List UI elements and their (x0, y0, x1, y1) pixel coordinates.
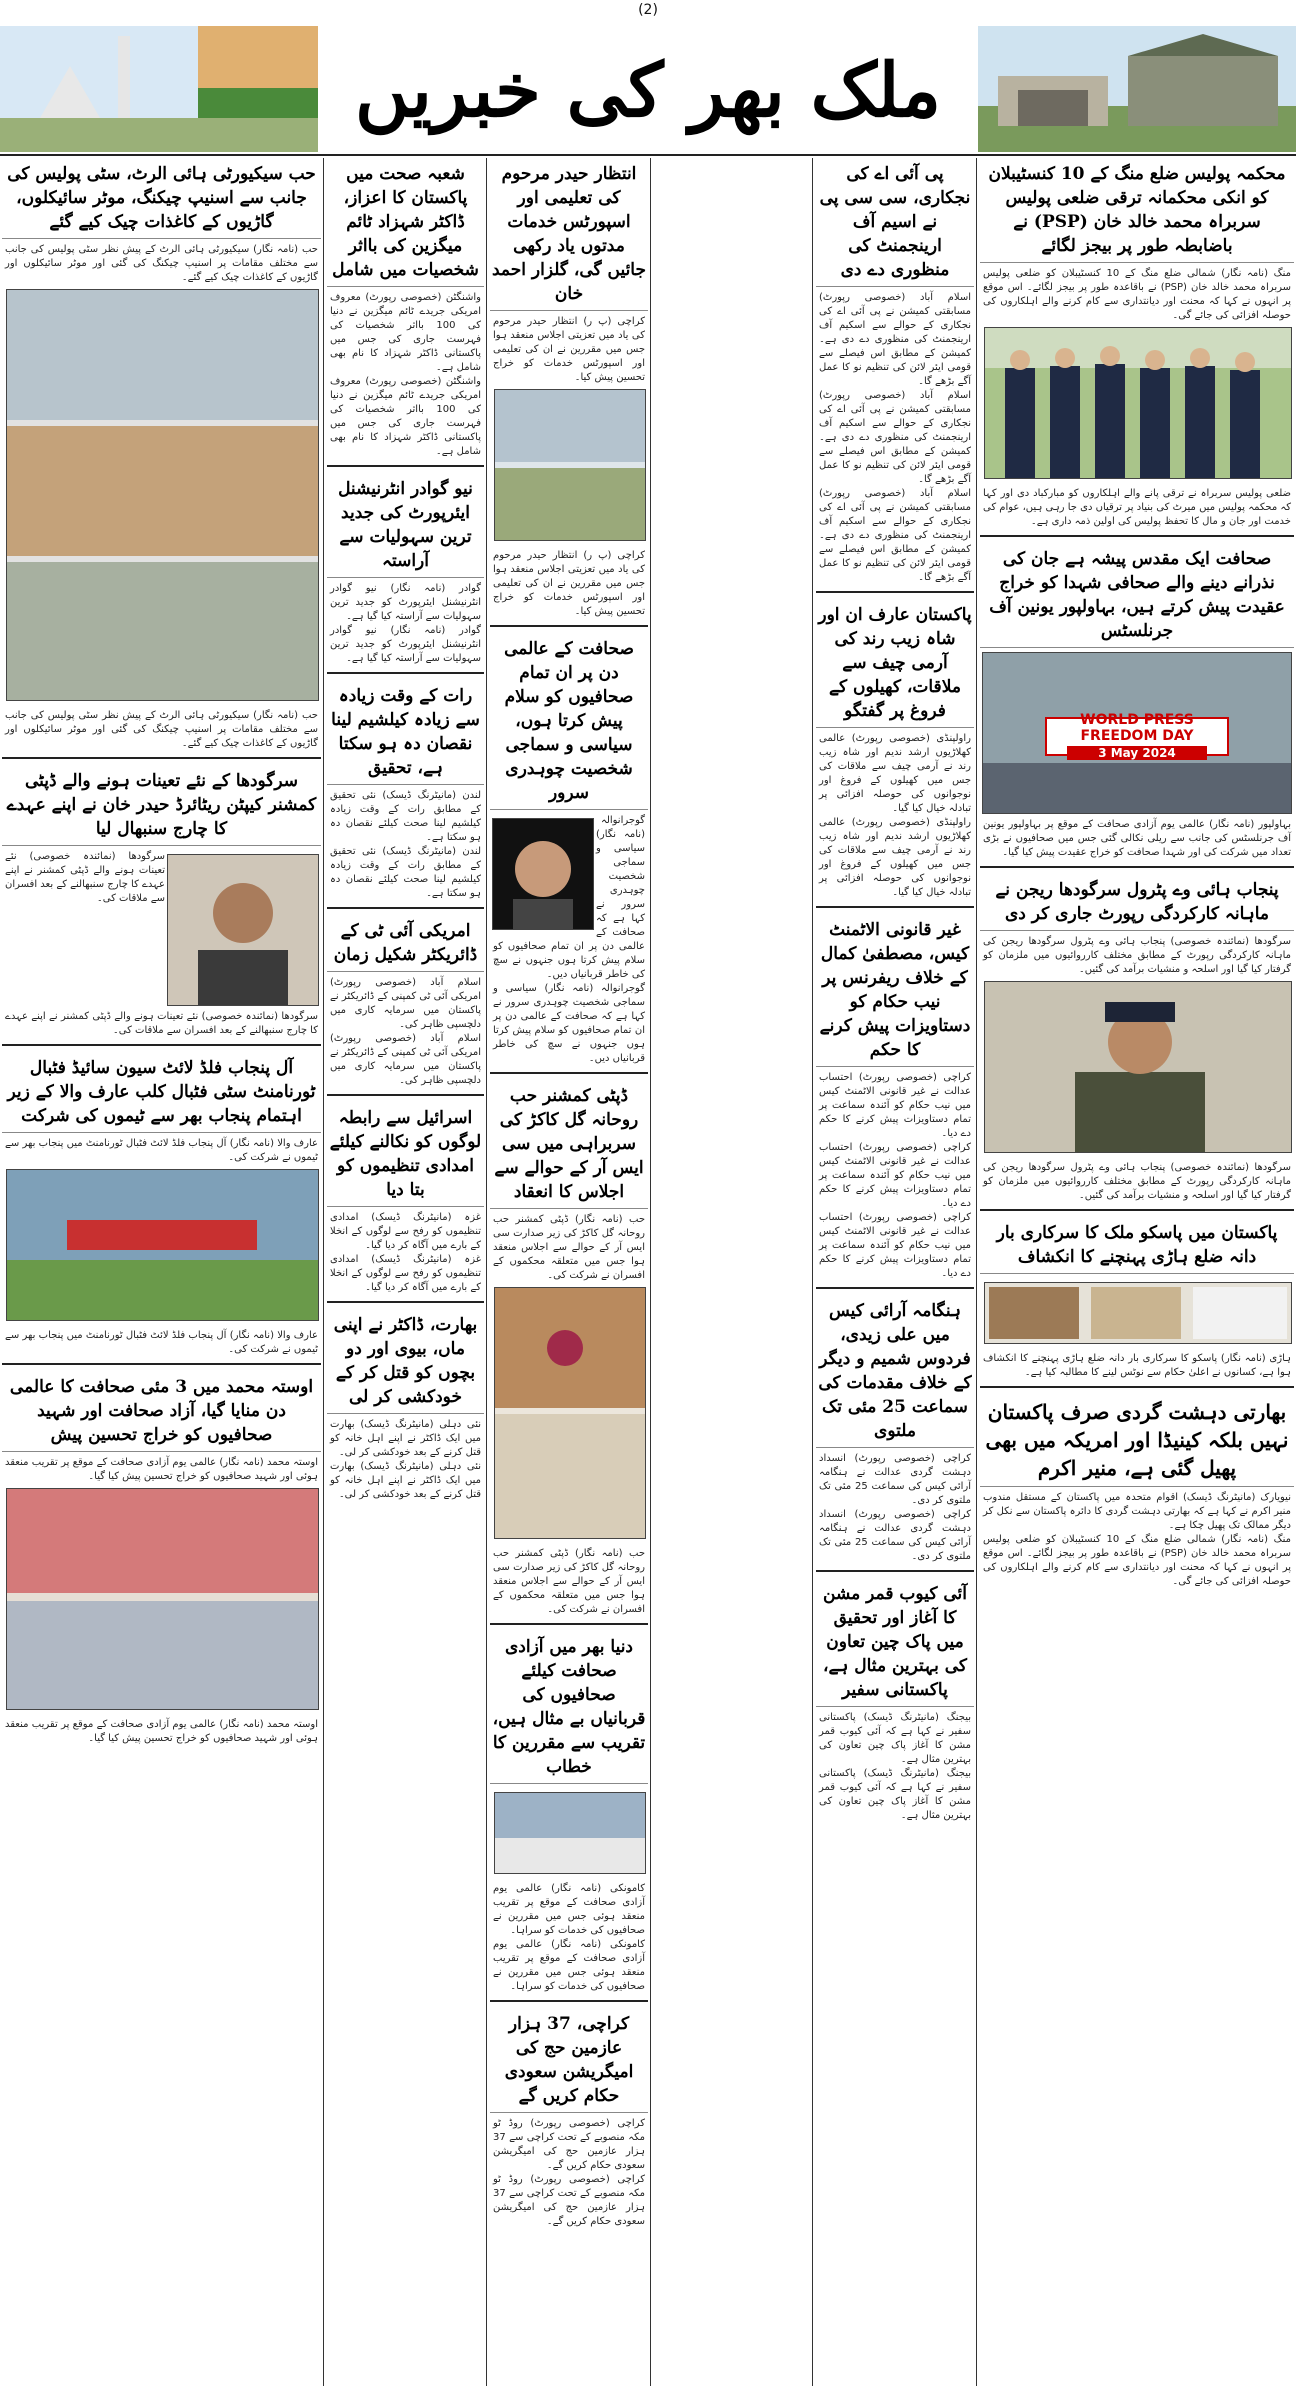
divider (490, 1072, 648, 1074)
headline-india-doctor: بھارت، ڈاکٹر نے اپنی ماں، بیوی اور دو بچوں کو قتل کر کے خودکشی کر لی (327, 1309, 484, 1414)
chaudhry-sarwar-portrait (492, 818, 594, 930)
headline-police-promotion: محکمہ پولیس ضلع منگ کے 10 کنسٹیبلان کو انکی محکمانہ ترقی ضلعی پولیس سربراہ محمد خالد خان (PSP) نے باضابطہ طور پر بیجز لگائے (980, 158, 1294, 263)
article-text: واشنگٹن (خصوصی رپورٹ) معروف امریکی جریدے ٹائم میگزین نے دنیا کی 100 بااثر شخصیات کی فہرست جاری کی جس میں پاکستانی ڈاکٹر شہزاد کا نام بھی شامل ہے۔ (330, 292, 482, 373)
article-text: کراچی (پ ر) انتظار حیدر مرحوم کی یاد میں تعزیتی اجلاس منعقد ہوا جس میں مقررین نے ان کی تعلیمی اور اسپورٹس خدمات کو خراج تحسین پیش کیا۔ (493, 316, 645, 383)
article-text: حب (نامہ نگار) ڈپٹی کمشنر حب روحانہ گل کاکڑ کی زیر صدارت سی ایس آر کے حوالے سے اجلاس منعقد ہوا جس میں متعلقہ محکموں کے افسران نے شرکت کی۔ (493, 1214, 645, 1281)
article-text: حب (نامہ نگار) ڈپٹی کمشنر حب روحانہ گل کاکڑ کی زیر صدارت سی ایس آر کے حوالے سے اجلاس منعقد ہوا جس میں متعلقہ محکموں کے افسران نے شرکت کی۔ (493, 1548, 645, 1615)
article-text: کامونکی (نامہ نگار) عالمی یوم آزادی صحافت کے موقع پر تقریب منعقد ہوئی جس میں مقررین نے صحافیوں کی خدمات کو سراہا۔ (493, 1883, 645, 1936)
press-freedom-rally-photo (982, 652, 1292, 814)
headline-israel-rafah: اسرائیل سے رابطہ لوگوں کو نکالنے کیلئے امدادی تنظیموں کو بتا دیا (327, 1102, 484, 1207)
rally-banner (1045, 711, 1230, 760)
article-text: غزہ (مانیٹرنگ ڈیسک) امدادی تنظیموں کو رفح سے لوگوں کے انخلا کے بارے میں آگاہ کر دیا گیا۔ (330, 1254, 481, 1293)
divider (327, 672, 484, 674)
divider (2, 1363, 321, 1365)
headline-munir-akram: بھارتی دہشت گردی صرف پاکستان نہیں بلکہ کینیڈا اور امریکہ میں بھی پھیل گئی ہے، منیر اکرم (980, 1394, 1294, 1487)
article-text: کراچی (پ ر) انتظار حیدر مرحوم کی یاد میں تعزیتی اجلاس منعقد ہوا جس میں مقررین نے ان کی تعلیمی اور اسپورٹس خدمات کو خراج تحسین پیش کیا۔ (493, 550, 645, 617)
article-text: اسلام آباد (خصوصی رپورٹ) مسابقتی کمیشن نے پی آئی اے کی نجکاری کے حوالے سے اسکیم آف ارینجمنٹ کی منظوری دے دی ہے۔ کمیشن کے مطابق اس فیصلے سے قومی ایئر لائن کی تنظیم نو کا عمل آگے بڑھے گا۔ (819, 390, 971, 485)
meeting-photos (494, 389, 646, 541)
headline-army-chief-meeting: پاکستان عارف ان اور شاہ زیب رند کی آرمی چیف سے ملاقات، کھیلوں کے فروغ پر گفتگو (816, 599, 974, 728)
article-text: اسلام آباد (خصوصی رپورٹ) امریکی آئی ٹی کمپنی کے ڈائریکٹر نے پاکستان میں سرمایہ کاری میں دلچسپی ظاہر کی۔ (330, 1033, 481, 1086)
headline-pia-privatization: پی آئی اے کی نجکاری، سی سی پی نے اسیم آف ارینجمنٹ کی منظوری دے دی (816, 158, 974, 287)
headline-gwadar-airport: نیو گوادر انٹرنیشنل ایئرپورٹ کی جدید ترین سہولیات سے آراستہ (327, 473, 484, 578)
headline-press-freedom: صحافت ایک مقدس پیشہ ہے جان کی نذرانے دینے والے صحافی شہدا کو خراج عقیدت پیش کرتے ہیں، بہاولپور یونین آف جرنلسٹس (980, 543, 1294, 648)
article-text: کراچی (خصوصی رپورٹ) انسداد دہشت گردی عدالت نے ہنگامہ آرائی کیس کی سماعت 25 مئی تک ملتوی کر دی۔ (819, 1509, 971, 1562)
page-title: ملک بھر کی خبریں (355, 48, 941, 134)
headline-highway-patrol: پنجاب ہائی وے پٹرول سرگودھا ریجن نے ماہانہ کارکردگی رپورٹ جاری کر دی (980, 874, 1294, 931)
divider (980, 1209, 1294, 1211)
masthead-photo-left (0, 26, 318, 152)
article-text: عارف والا (نامہ نگار) آل پنجاب فلڈ لائٹ فٹبال ٹورنامنٹ میں پنجاب بھر سے ٹیموں نے شرکت کی۔ (5, 1330, 318, 1355)
divider (490, 1623, 648, 1625)
divider (816, 1287, 974, 1289)
column-3 (490, 158, 648, 2386)
column-rule (323, 158, 324, 2386)
divider (327, 1094, 484, 1096)
headline-chaudhry-sarwar: صحافت کے عالمی دن پر ان تمام صحافیوں کو سلام پیش کرتا ہوں، سیاسی و سماجی شخصیت چوہدری سرور (490, 633, 648, 810)
column-rule (812, 158, 813, 2386)
column-rule (650, 158, 651, 2386)
snap-checking-photos (6, 289, 319, 701)
article-text: نئی دہلی (مانیٹرنگ ڈیسک) بھارت میں ایک ڈاکٹر نے اپنے اہل خانہ کو قتل کرنے کے بعد خودکشی کر لی۔ (330, 1461, 481, 1500)
article-text: کراچی (خصوصی رپورٹ) روڈ ٹو مکہ منصوبے کے تحت کراچی سے 37 ہزار عازمین حج کی امیگریشن سعودی حکام کریں گے۔ (493, 2118, 645, 2171)
article-text: اوستہ محمد (نامہ نگار) عالمی یوم آزادی صحافت کے موقع پر تقریب منعقد ہوئی اور شہید صحافیوں کو خراج تحسین پیش کیا گیا۔ (5, 1457, 318, 1482)
column-2 (816, 158, 974, 2386)
divider (327, 465, 484, 467)
divider (816, 1570, 974, 1572)
headline-intizar-haider: انتظار حیدر مرحوم کی تعلیمی اور اسپورٹس خدمات مدتوں یاد رکھی جائیں گی، گلزار احمد خان (490, 158, 648, 311)
ceremony-photo (494, 1792, 646, 1874)
headline-hajj-immigration: کراچی، 37 ہزار عازمین حج کی امیگریشن سعودی حکام کریں گے (490, 2008, 648, 2113)
headline-hub-security: حب سیکیورٹی ہائی الرٹ، سٹی پولیس کی جانب سے اسنیپ چیکنگ، موٹر سائیکلوں، گاڑیوں کے کاغذات چیک کیے گئے (2, 158, 321, 239)
article-text: سرگودھا (نمائندہ خصوصی) پنجاب ہائی وے پٹرول سرگودھا ریجن کی ماہانہ کارکردگی رپورٹ کے مطابق مختلف کارروائیوں میں ملزمان کو گرفتار کیا گیا اور اسلحہ و منشیات برآمد کی گئیں۔ (983, 936, 1291, 975)
article-text: کراچی (خصوصی رپورٹ) روڈ ٹو مکہ منصوبے کے تحت کراچی سے 37 ہزار عازمین حج کی امیگریشن سعودی حکام کریں گے۔ (493, 2174, 645, 2227)
page-number: (2) (638, 2, 658, 18)
divider (980, 1386, 1294, 1388)
article-text: لندن (مانیٹرنگ ڈیسک) نئی تحقیق کے مطابق رات کے وقت زیادہ کیلشیم لینا صحت کیلئے نقصان دہ ہو سکتا ہے۔ (330, 790, 481, 843)
police-officer-portrait (984, 981, 1292, 1153)
column-5 (2, 158, 321, 2386)
article-text: گوجرانوالہ (نامہ نگار) سیاسی و سماجی شخصیت چوہدری سرور نے کہا ہے کہ صحافت کے عالمی دن پر ان تمام صحافیوں کو سلام پیش کرتا ہوں جنہوں نے سچ کی خاطر قربانیاں دیں۔ (493, 815, 645, 980)
headline-dc-hub: ڈپٹی کمشنر حب روحانہ گل کاکڑ کی سربراہی میں سی ایس آر کے حوالے سے اجلاس کا انعقاد (490, 1080, 648, 1209)
divider (490, 625, 648, 627)
headline-us-it-director: امریکی آئی ٹی کے ڈائریکٹر شکیل زمان (327, 915, 484, 972)
article-text: اسلام آباد (خصوصی رپورٹ) امریکی آئی ٹی کمپنی کے ڈائریکٹر نے پاکستان میں سرمایہ کاری میں دلچسپی ظاہر کی۔ (330, 977, 481, 1030)
article-text: نئی دہلی (مانیٹرنگ ڈیسک) بھارت میں ایک ڈاکٹر نے اپنے اہل خانہ کو قتل کرنے کے بعد خودکشی کر لی۔ (330, 1419, 481, 1458)
headline-calcium-research: رات کے وقت زیادہ سے زیادہ کیلشیم لینا نقصان دہ ہو سکتا ہے، تحقیق (327, 680, 484, 785)
article-text: بیجنگ (مانیٹرنگ ڈیسک) پاکستانی سفیر نے کہا ہے کہ آئی کیوب قمر مشن کا آغاز پاک چین تعاون کی بہترین مثال ہے۔ (819, 1712, 971, 1765)
headline-press-sacrifices: دنیا بھر میں آزادی صحافت کیلئے صحافیوں کی قربانیاں بے مثال ہیں، تقریب سے مقررین کا خطاب (490, 1631, 648, 1784)
dc-portrait (167, 854, 319, 1006)
divider (490, 2000, 648, 2002)
headline-football-tournament: آل پنجاب فلڈ لائٹ سیون سائیڈ فٹبال ٹورنامنٹ سٹی فٹبال کلب عارف والا کے زیر اہتمام پنجاب بھر سے ٹیموں کی شرکت (2, 1052, 321, 1133)
article-text: راولپنڈی (خصوصی رپورٹ) عالمی کھلاڑیوں ارشد ندیم اور شاہ زیب رند نے آرمی چیف سے ملاقات کی جس میں کھیلوں کے فروغ اور نوجوانوں کی حوصلہ افزائی پر تبادلہ خیال کیا گیا۔ (819, 817, 971, 898)
column-1 (980, 158, 1294, 2386)
article-text: اوستہ محمد (نامہ نگار) عالمی یوم آزادی صحافت کے موقع پر تقریب منعقد ہوئی اور شہید صحافیوں کو خراج تحسین پیش کیا گیا۔ (5, 1719, 318, 1744)
article-text: گوادر (نامہ نگار) نیو گوادر انٹرنیشنل ایئرپورٹ کو جدید ترین سہولیات سے آراستہ کیا گیا ہے۔ (330, 625, 481, 664)
divider (980, 535, 1294, 537)
article-text: اسلام آباد (خصوصی رپورٹ) مسابقتی کمیشن نے پی آئی اے کی نجکاری کے حوالے سے اسکیم آف ارینجمنٹ کی منظوری دے دی ہے۔ کمیشن کے مطابق اس فیصلے سے قومی ایئر لائن کی تنظیم نو کا عمل آگے بڑھے گا۔ (819, 488, 971, 583)
article-text: منگ (نامہ نگار) شمالی ضلع منگ کے 10 کنسٹیبلان کو ضلعی پولیس سربراہ محمد خالد خان (PSP) نے باقاعدہ طور پر بیجز لگائے۔ اس موقع پر انہوں نے کہا کہ محنت اور دیانتداری سے کام کرنے والے اہلکاروں کی حوصلہ افزائی کی جائے گی۔ (983, 268, 1291, 321)
divider (327, 907, 484, 909)
article-text: گوادر (نامہ نگار) نیو گوادر انٹرنیشنل ایئرپورٹ کو جدید ترین سہولیات سے آراستہ کیا گیا ہے۔ (330, 583, 481, 622)
dc-meeting-photos (494, 1287, 646, 1539)
banner-title: WORLD PRESS FREEDOM DAY (1080, 711, 1194, 744)
article-text: گوجرانوالہ (نامہ نگار) سیاسی و سماجی شخصیت چوہدری سرور نے کہا ہے کہ صحافت کے عالمی دن پر ان تمام صحافیوں کو سلام پیش کرتا ہوں جنہوں نے سچ کی خاطر قربانیاں دیں۔ (493, 983, 645, 1064)
article-text: سرگودھا (نمائندہ خصوصی) نئے تعینات ہونے والے ڈپٹی کمشنر نے اپنے عہدے کا چارج سنبھالنے کے بعد افسران سے ملاقات کی۔ (5, 1011, 318, 1036)
article-text: عارف والا (نامہ نگار) آل پنجاب فلڈ لائٹ فٹبال ٹورنامنٹ میں پنجاب بھر سے ٹیموں نے شرکت کی۔ (5, 1138, 318, 1163)
article-text: لندن (مانیٹرنگ ڈیسک) نئی تحقیق کے مطابق رات کے وقت زیادہ کیلشیم لینا صحت کیلئے نقصان دہ ہو سکتا ہے۔ (330, 846, 481, 899)
headline-time-magazine: شعبہ صحت میں پاکستان کا اعزاز، ڈاکٹر شہزاد ٹائم میگزین کی بااثر شخصیات میں شامل (327, 158, 484, 287)
police-officers-photo (984, 327, 1292, 479)
article-text: حب (نامہ نگار) سیکیورٹی ہائی الرٹ کے پیش نظر سٹی پولیس کی جانب سے مختلف مقامات پر اسنیپ چیکنگ کی گئی اور موٹر سائیکلوں اور گاڑیوں کے کاغذات چیک کیے گئے۔ (5, 710, 318, 749)
divider (2, 1044, 321, 1046)
headline-ustamuhammad-press-day: اوستہ محمد میں 3 مئی صحافت کا عالمی دن منایا گیا، آزاد صحافت اور شہید صحافیوں کو خراج تحسین پیش (2, 1371, 321, 1452)
article-text: حب (نامہ نگار) سیکیورٹی ہائی الرٹ کے پیش نظر سٹی پولیس کی جانب سے مختلف مقامات پر اسنیپ چیکنگ کی گئی اور موٹر سائیکلوں اور گاڑیوں کے کاغذات چیک کیے گئے۔ (5, 244, 318, 283)
article-text: بیجنگ (مانیٹرنگ ڈیسک) پاکستانی سفیر نے کہا ہے کہ آئی کیوب قمر مشن کا آغاز پاک چین تعاون کی بہترین مثال ہے۔ (819, 1768, 971, 1821)
article-text: کراچی (خصوصی رپورٹ) احتساب عدالت نے غیر قانونی الاٹمنٹ کیس میں نیب حکام کو آئندہ سماعت پر تمام دستاویزات پیش کرنے کا حکم دے دیا۔ (819, 1212, 971, 1279)
divider (816, 591, 974, 593)
article-text: کراچی (خصوصی رپورٹ) احتساب عدالت نے غیر قانونی الاٹمنٹ کیس میں نیب حکام کو آئندہ سماعت پر تمام دستاویزات پیش کرنے کا حکم دے دیا۔ (819, 1142, 971, 1209)
headline-sargodha-dc: سرگودھا کے نئے تعینات ہونے والے ڈپٹی کمشنر کیپٹن ریٹائرڈ حیدر خان نے اپنے عہدے کا چارج سنبھال لیا (2, 765, 321, 846)
article-text: ہاڑی (نامہ نگار) پاسکو کا سرکاری بار دانہ ضلع ہاڑی پہنچنے کا انکشاف ہوا ہے، کسانوں نے اعلیٰ حکام سے نوٹس لینے کا مطالبہ کیا ہے۔ (983, 1353, 1291, 1378)
football-team-photo (6, 1169, 319, 1321)
divider (327, 1301, 484, 1303)
column-rule (486, 158, 487, 2386)
divider (816, 906, 974, 908)
article-text: بہاولپور (نامہ نگار) عالمی یوم آزادی صحافت کے موقع پر بہاولپور یونین آف جرنلسٹس کی جانب سے ریلی نکالی گئی جس میں صحافیوں نے بڑی تعداد میں شرکت کی اور شہدا صحافت کو خراج عقیدت پیش کیا گیا۔ (983, 819, 1291, 858)
headline-icube-mission: آئی کیوب قمر مشن کا آغاز اور تحقیق میں پاک چین تعاون کی بہترین مثال ہے، پاکستانی سفیر (816, 1578, 974, 1707)
journalists-photos (6, 1488, 319, 1710)
article-text: راولپنڈی (خصوصی رپورٹ) عالمی کھلاڑیوں ارشد ندیم اور شاہ زیب رند نے آرمی چیف سے ملاقات کی جس میں کھیلوں کے فروغ اور نوجوانوں کی حوصلہ افزائی پر تبادلہ خیال کیا گیا۔ (819, 733, 971, 814)
article-text: کامونکی (نامہ نگار) عالمی یوم آزادی صحافت کے موقع پر تقریب منعقد ہوئی جس میں مقررین نے صحافیوں کی خدمات کو سراہا۔ (493, 1939, 645, 1992)
article-text: غزہ (مانیٹرنگ ڈیسک) امدادی تنظیموں کو رفح سے لوگوں کے انخلا کے بارے میں آگاہ کر دیا گیا۔ (330, 1212, 481, 1251)
masthead (0, 26, 1296, 156)
article-text: منگ (نامہ نگار) شمالی ضلع منگ کے 10 کنسٹیبلان کو ضلعی پولیس سربراہ محمد خالد خان (PSP) نے باقاعدہ طور پر بیجز لگائے۔ اس موقع پر انہوں نے کہا کہ محنت اور دیانتداری سے کام کرنے والے اہلکاروں کی حوصلہ افزائی کی جائے گی۔ (983, 1534, 1291, 1587)
column-4 (327, 158, 484, 2386)
article-text: سرگودھا (نمائندہ خصوصی) نئے تعینات ہونے والے ڈپٹی کمشنر نے اپنے عہدے کا چارج سنبھالنے کے بعد افسران سے ملاقات کی۔ (5, 851, 165, 904)
article-text: سرگودھا (نمائندہ خصوصی) پنجاب ہائی وے پٹرول سرگودھا ریجن کی ماہانہ کارکردگی رپورٹ کے مطابق مختلف کارروائیوں میں ملزمان کو گرفتار کیا گیا اور اسلحہ و منشیات برآمد کی گئیں۔ (983, 1162, 1291, 1201)
article-text: اسلام آباد (خصوصی رپورٹ) مسابقتی کمیشن نے پی آئی اے کی نجکاری کے حوالے سے اسکیم آف ارینجمنٹ کی منظوری دے دی ہے۔ کمیشن کے مطابق اس فیصلے سے قومی ایئر لائن کی تنظیم نو کا عمل آگے بڑھے گا۔ (819, 292, 971, 387)
article-text: کراچی (خصوصی رپورٹ) انسداد دہشت گردی عدالت نے ہنگامہ آرائی کیس کی سماعت 25 مئی تک ملتوی کر دی۔ (819, 1453, 971, 1506)
article-text: واشنگٹن (خصوصی رپورٹ) معروف امریکی جریدے ٹائم میگزین نے دنیا کی 100 بااثر شخصیات کی فہرست جاری کی جس میں پاکستانی ڈاکٹر شہزاد کا نام بھی شامل ہے۔ (330, 376, 482, 457)
banner-date: 3 May 2024 (1067, 746, 1208, 760)
article-text: ضلعی پولیس سربراہ نے ترقی پانے والے اہلکاروں کو مبارکباد دی اور کہا کہ محکمہ پولیس میں میرٹ کی بنیاد پر ترقیاں دی جا رہی ہیں، عوام کی خدمت اور جان و مال کا تحفظ پولیس کی اولین ذمہ داری ہے۔ (983, 488, 1291, 527)
article-text: نیویارک (مانیٹرنگ ڈیسک) اقوام متحدہ میں پاکستان کے مستقل مندوب منیر اکرم نے کہا ہے کہ بھارتی دہشت گردی کا دائرہ پاکستان سے نکل کر دیگر ممالک تک پھیل چکا ہے۔ (983, 1492, 1291, 1531)
headline-allotment-case: غیر قانونی الاٹمنٹ کیس، مصطفیٰ کمال کے خلاف ریفرنس پر نیب حکام کو دستاویزات پیش کرنے کا حکم (816, 914, 974, 1067)
masthead-photo-right (978, 26, 1296, 152)
headline-riot-case: ہنگامہ آرائی کیس میں علی زیدی، فردوس شمیم و دیگر کے خلاف مقدمات کی سماعت 25 مئی تک ملتوی (816, 1295, 974, 1448)
column-rule (976, 158, 977, 2386)
divider (2, 757, 321, 759)
divider (980, 866, 1294, 868)
pasco-photos (984, 1282, 1292, 1344)
headline-pasco: پاکستان میں پاسکو ملک کا سرکاری بار دانہ ضلع ہاڑی پہنچنے کا انکشاف (980, 1217, 1294, 1274)
article-text: کراچی (خصوصی رپورٹ) احتساب عدالت نے غیر قانونی الاٹمنٹ کیس میں نیب حکام کو آئندہ سماعت پر تمام دستاویزات پیش کرنے کا حکم دے دیا۔ (819, 1072, 971, 1139)
